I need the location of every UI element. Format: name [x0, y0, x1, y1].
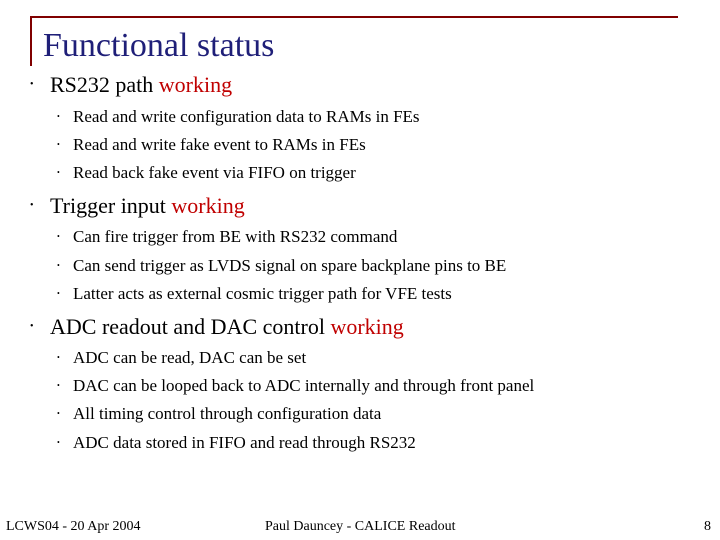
- bullet-icon: •: [57, 381, 60, 390]
- section-heading: Trigger input: [50, 193, 166, 218]
- bullet-icon: •: [57, 168, 60, 177]
- section-status: working: [330, 314, 404, 339]
- section-status: working: [171, 193, 245, 218]
- bullet-icon: •: [57, 140, 60, 149]
- bullet-icon: •: [30, 321, 34, 332]
- bullet-icon: •: [30, 79, 34, 90]
- bullet-icon: •: [57, 232, 60, 241]
- section-heading: ADC readout and DAC control: [50, 314, 325, 339]
- footer-author: Paul Dauncey - CALICE Readout: [265, 519, 456, 534]
- bullet-icon: •: [57, 409, 60, 418]
- title-frame: [30, 16, 678, 66]
- footer-event-date: LCWS04 - 20 Apr 2004: [6, 519, 141, 534]
- section-status: working: [158, 72, 233, 97]
- title-frame-left-rule: [30, 16, 32, 66]
- bullet-icon: •: [57, 289, 60, 298]
- bullet-icon: •: [57, 261, 60, 270]
- title-frame-top-rule: [30, 16, 678, 18]
- bullet-icon: •: [57, 353, 60, 362]
- bullet-icon: •: [30, 200, 34, 211]
- bullet-icon: •: [57, 112, 60, 121]
- slide-title: Functional status: [43, 27, 275, 64]
- section-heading: RS232 path: [50, 72, 154, 97]
- footer-page-number: 8: [704, 519, 711, 534]
- bullet-icon: •: [57, 438, 60, 447]
